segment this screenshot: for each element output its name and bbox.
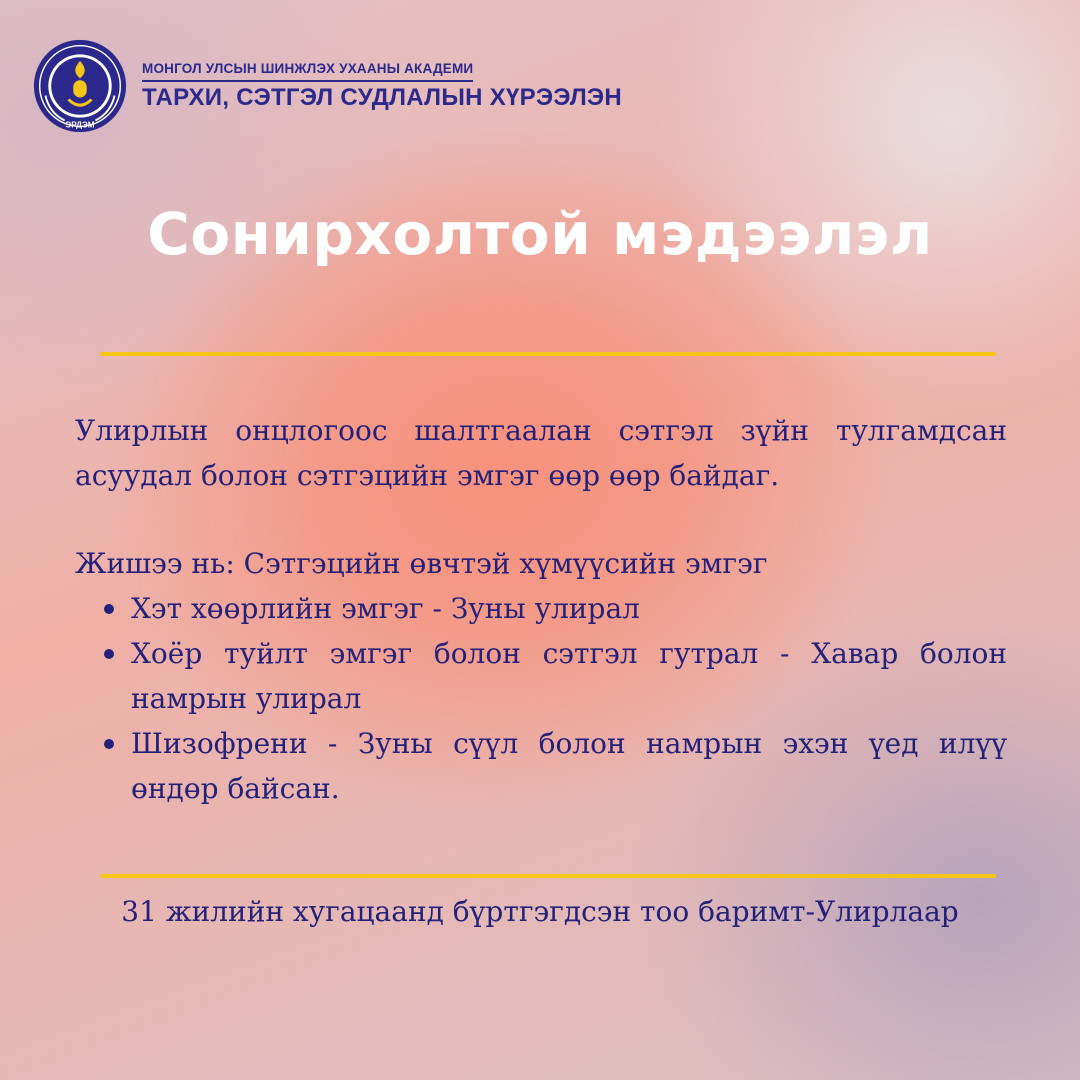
list-item-text: Хоёр туйлт эмгэг болон сэтгэл гутрал - Хавар болон намрын улирал	[131, 637, 1007, 715]
bullet-icon	[104, 739, 114, 749]
list-item	[75, 586, 1007, 631]
list-item-text: Хэт хөөрлийн эмгэг - Зуны улирал	[131, 592, 640, 625]
list-item	[75, 631, 1007, 721]
example-heading: Жишээ нь: Сэтгэцийн өвчтэй хүмүүсийн эмгэг	[75, 547, 768, 580]
academy-name: МОНГОЛ УЛСЫН ШИНЖЛЭХ УХААНЫ АКАДЕМИ	[142, 61, 473, 82]
page-title: Сонирхолтой мэдээлэл	[147, 200, 933, 268]
bullet-icon	[104, 649, 114, 659]
institute-name: ТАРХИ, СЭТГЭЛ СУДЛАЛЫН ХҮРЭЭЛЭН	[142, 84, 622, 111]
content-body	[75, 408, 1007, 811]
header	[32, 38, 622, 134]
top-divider	[100, 352, 996, 356]
disorder-list	[75, 586, 1007, 811]
logo-text: ЭРДЭМ	[65, 120, 95, 130]
organization-name	[142, 60, 622, 112]
list-item	[75, 721, 1007, 811]
list-item-text: Шизофрени - Зуны сүүл болон намрын эхэн үед илүү өндөр байсан.	[131, 727, 1007, 805]
bullet-icon	[104, 604, 114, 614]
caption: 31 жилийн хугацаанд бүртгэгдсэн тоо баримт-Улирлаар	[121, 895, 959, 928]
bottom-divider	[100, 874, 996, 878]
intro-paragraph: Улирлын онцлогоос шалтгаалан сэтгэл зүйн тулгамдсан асуудал болон сэтгэцийн эмгэг өөр өөр байдаг.	[75, 414, 1007, 492]
institute-logo-icon	[32, 38, 128, 134]
